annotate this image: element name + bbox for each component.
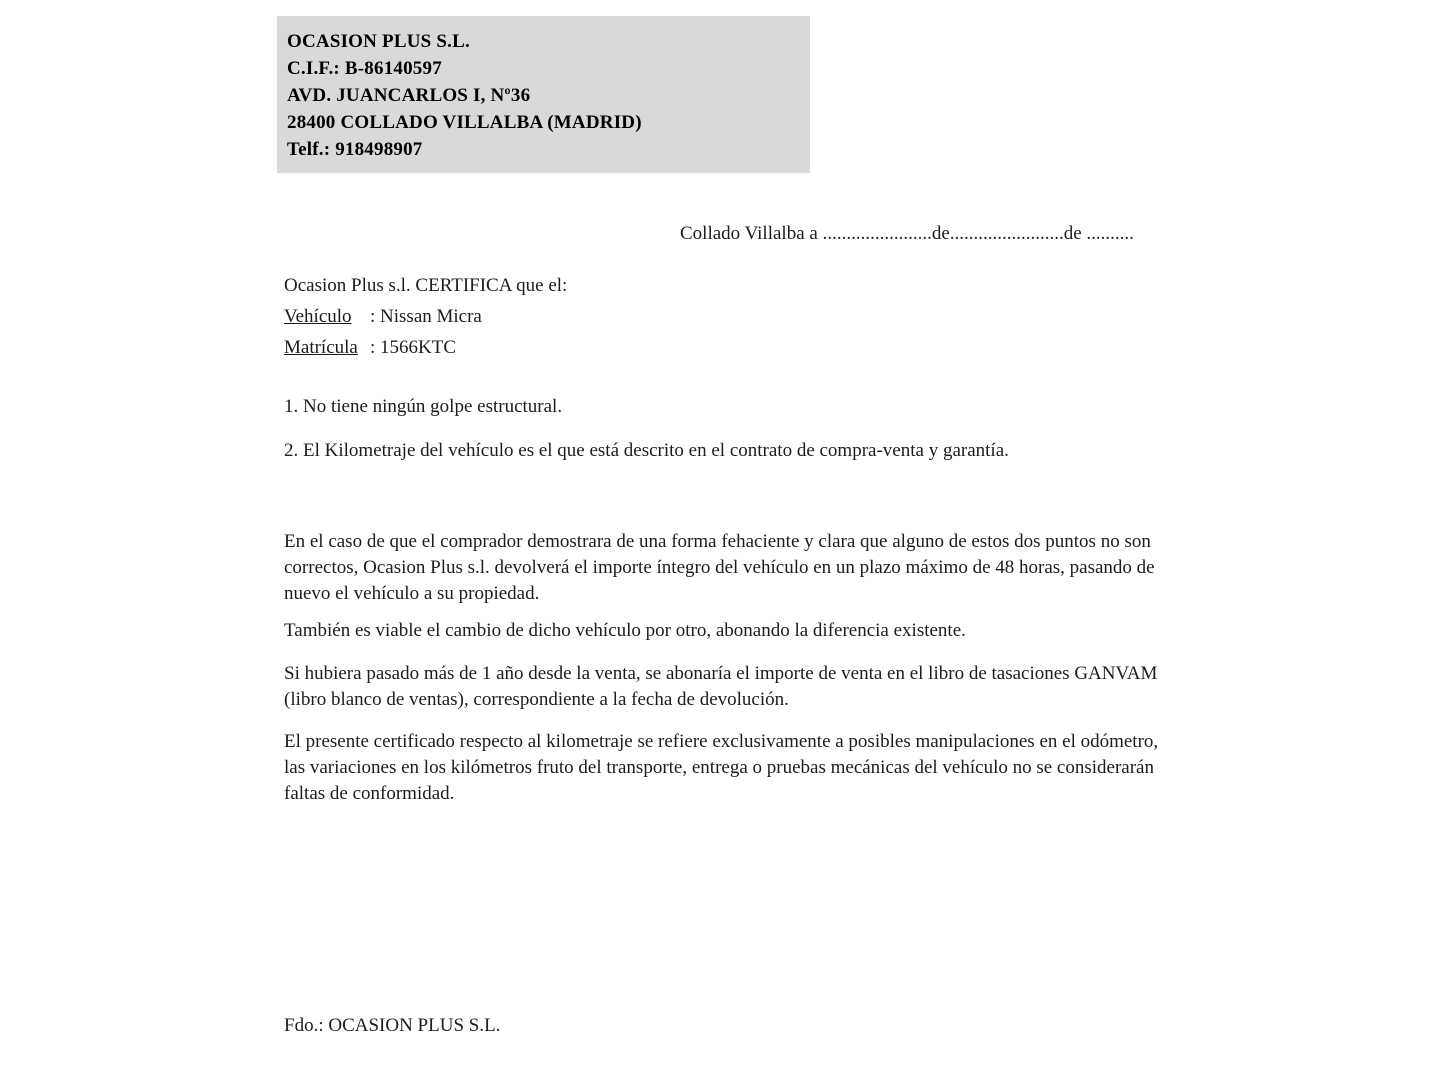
signature-line: Fdo.: OCASION PLUS S.L. [284,1015,501,1036]
paragraph-1: En el caso de que el comprador demostrara de una forma fehaciente y clara que alguno de estos dos puntos no son correctos, Ocasion Plus s.l. devolverá el importe íntegro del vehículo en un plazo máximo de 48 horas, pasando de nuevo el vehículo a su propiedad. [284,531,1155,604]
plate-row [284,332,567,363]
paragraph-3: Si hubiera pasado más de 1 año desde la venta, se abonaría el importe de venta en el libro de tasaciones GANVAM (libro blanco de ventas), correspondiente a la fecha de devolución. [284,663,1158,710]
vehicle-row [284,301,567,332]
company-cif: C.I.F.: B-86140597 [287,58,442,79]
certification-block [284,270,567,363]
vehicle-label: Vehículo [284,306,352,327]
point-item-1: 1. No tiene ningún golpe estructural. [284,396,563,417]
certify-intro: Ocasion Plus s.l. CERTIFICA que el: [284,275,568,296]
date-line: Collado Villalba a .......................de........................de .......... [680,223,1134,244]
company-name: OCASION PLUS S.L. [287,31,470,52]
vehicle-value: : Nissan Micra [370,306,482,327]
company-address: AVD. JUANCARLOS I, Nº36 [287,85,531,106]
letterhead-block [277,16,810,173]
company-city: 28400 COLLADO VILLALBA (MADRID) [287,112,642,133]
company-phone: Telf.: 918498907 [287,139,423,160]
paragraph-2: También es viable el cambio de dicho vehículo por otro, abonando la diferencia existente. [284,620,966,641]
point-item-2: 2. El Kilometraje del vehículo es el que está descrito en el contrato de compra-venta y garantía. [284,440,1009,461]
paragraph-4: El presente certificado respecto al kilometraje se refiere exclusivamente a posibles manipulaciones en el odómetro, las variaciones en los kilómetros fruto del transporte, entrega o pruebas mecánicas del vehículo no se considerarán faltas de conformidad. [284,731,1159,804]
plate-label: Matrícula [284,337,358,358]
plate-value: : 1566KTC [370,337,457,358]
